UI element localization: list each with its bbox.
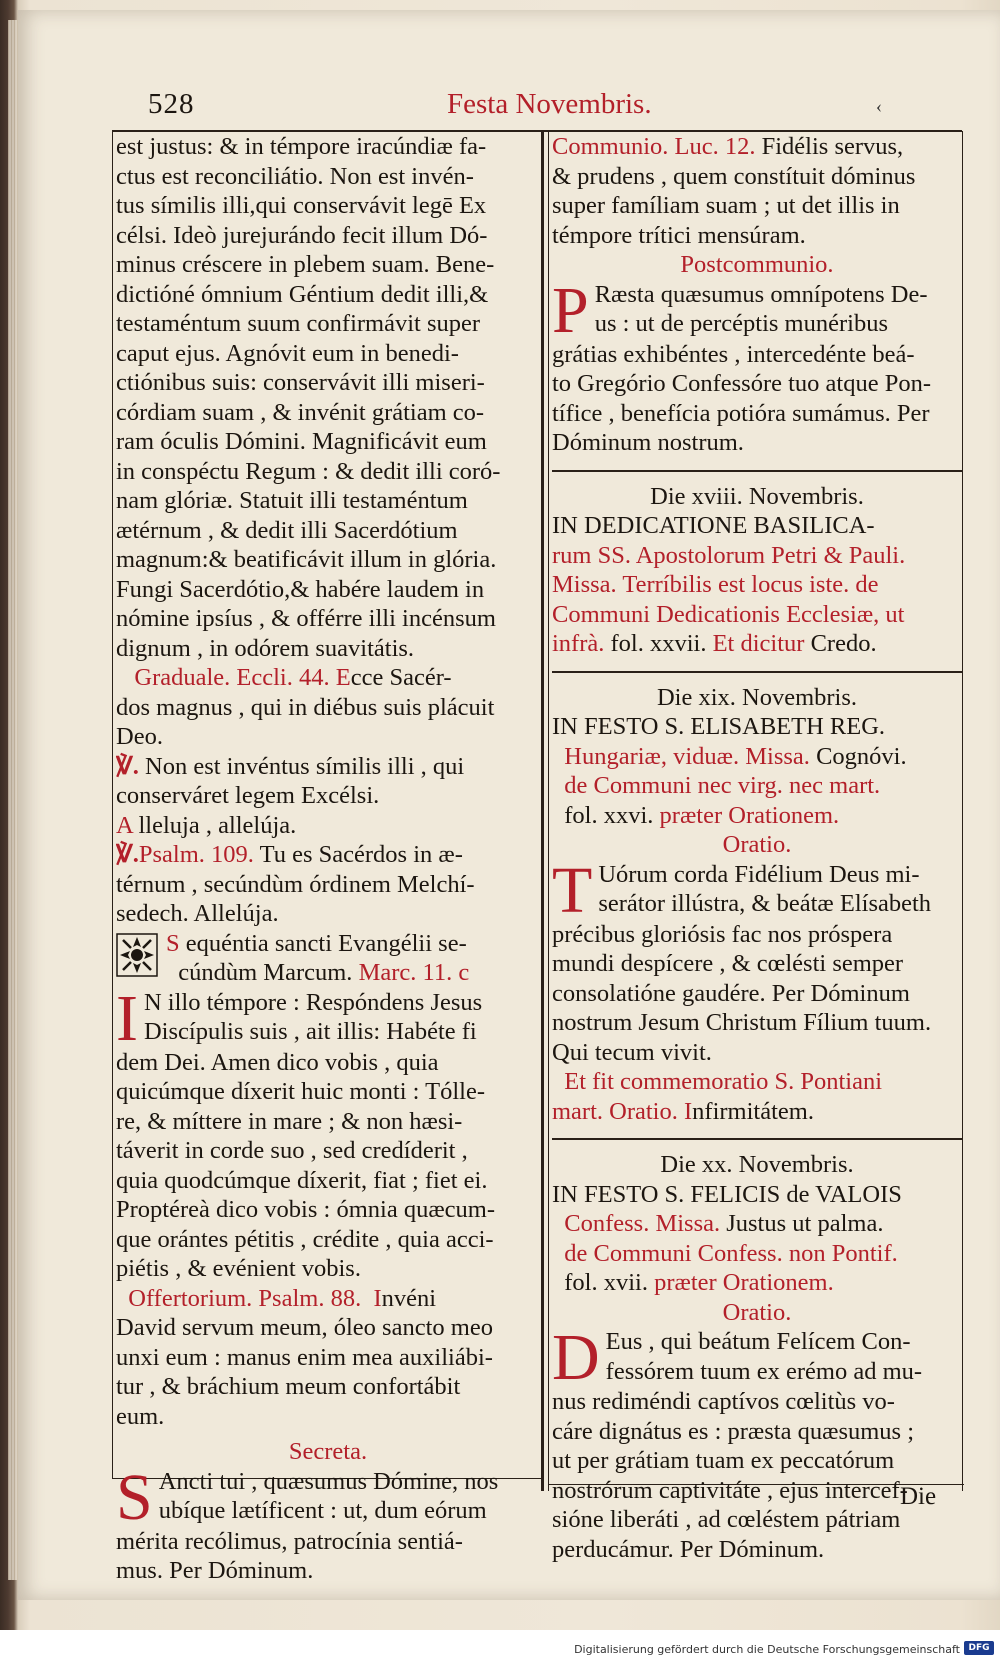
header-mark: ‹ <box>876 96 882 116</box>
text-line: eum. <box>116 1402 165 1430</box>
text-line: Proptéreà dico vobis : ómnia quæcum- <box>116 1196 495 1223</box>
feast-line <box>552 771 962 801</box>
oratio-block <box>552 853 962 1068</box>
graduale-text: cce Sacér- <box>350 664 452 691</box>
text-line: sióne liberáti , ad cœléstem pátriam <box>552 1506 901 1533</box>
feast-line <box>552 742 962 772</box>
communio-line <box>552 132 962 162</box>
feast-line <box>552 570 962 600</box>
text-line: dictióné ómnium Géntium dedit illi,& <box>116 280 489 308</box>
text-line: consolatióne gaudére. Per Dóminum <box>552 979 910 1007</box>
feast-line <box>552 801 962 831</box>
infra-label: infrà. <box>552 630 605 657</box>
commemoration-text: mart. Oratio. <box>552 1097 678 1125</box>
text-line: témpore trítici mensúram. <box>552 221 806 249</box>
fleuron-ornament-icon <box>116 933 158 977</box>
text-line: unxi eum : manus enim mea auxiliábi- <box>116 1343 493 1371</box>
de-label: de <box>855 571 879 598</box>
communio-label: Communio. Luc. 12. <box>552 133 756 160</box>
text-line: nus rediméndi captívos cœlitùs vo- <box>552 1388 895 1415</box>
postcommunio-initial: P <box>552 273 589 347</box>
sequentia-text: equéntia sancti Evangélii se- <box>185 929 467 957</box>
text-line: quicúmque díxerit huic monti : Tólle- <box>116 1078 486 1105</box>
digitization-credit: Digitalisierung gefördert durch die Deutsche Forschungsgemeinschaft <box>574 1643 960 1656</box>
right-column <box>552 132 962 1564</box>
offertorium-line <box>116 1284 540 1314</box>
feast-line <box>552 1268 962 1298</box>
text-line: David servum meum, óleo sancto meo <box>116 1314 493 1341</box>
oratio-heading: Oratio. <box>722 1298 792 1326</box>
text-line: ram óculis Dómini. Magnificávit eum <box>116 428 487 455</box>
sequentia-line <box>166 958 540 988</box>
alleluia-initial: A <box>116 811 133 839</box>
psalm-label: Psalm. 109. <box>138 841 254 868</box>
dicitur-label: Et dicitur <box>712 630 805 657</box>
missa-label: Missa. <box>552 571 617 598</box>
feast-date: Die xix. Novembris. <box>656 683 858 711</box>
text-line: in conspéctu Regum : & dedit illi coró- <box>116 457 501 485</box>
running-title: Festa Novembris. <box>447 88 652 120</box>
text-line: nam glóriæ. Statuit illi testaméntum <box>116 487 468 514</box>
text-line: nostrórum captivitáte , ejus intercef- <box>552 1476 908 1504</box>
text-line: sedech. Allelúja. <box>116 900 279 927</box>
versicle-line <box>116 840 540 870</box>
right-frame-rule <box>962 131 963 1491</box>
graduale-line <box>116 663 540 693</box>
text-line: serátor illústra, & beátæ Elísabeth <box>598 890 932 917</box>
text-line: Dóminum nostrum. <box>552 429 744 456</box>
text-line: dos magnus , qui in diébus suis plácuit <box>116 693 495 721</box>
text-line: Ræsta quæsumus omnípotens De- <box>594 280 928 308</box>
text-line: Eus , qui beátum Felícem Con- <box>605 1328 911 1355</box>
text-line: minus créscere in plebem suam. Bene- <box>116 251 495 278</box>
text-line: célsi. Ideò jurejurándo fecit illum Dó- <box>116 221 488 249</box>
praeter-label: præter Orationem. <box>654 1269 834 1296</box>
text-line: Deo. <box>116 723 163 750</box>
dfg-logo: DFG <box>964 1641 994 1655</box>
text-line: to Gregório Confessóre tuo atque Pon- <box>552 370 931 397</box>
introit-incipit: Cognóvi. <box>816 742 907 770</box>
commemoration-line <box>552 1097 962 1127</box>
text-line: piétis , & evénient vobis. <box>116 1255 361 1282</box>
text-line: tífice , benefícia potióra sumámus. Per <box>552 399 930 427</box>
introit-incipit: Terríbilis est locus iste. <box>622 571 850 598</box>
offertorium-label: Offertorium. Psalm. 88. <box>128 1284 362 1312</box>
sequentia-block <box>116 929 540 988</box>
graduale-initial: E <box>335 664 351 691</box>
text-line: ubíque lætíficent : ut, dum eórum <box>158 1497 487 1524</box>
postcommunio-block <box>552 273 962 458</box>
feast-subtitle: Hungariæ, viduæ. Missa. <box>564 742 810 770</box>
folio-ref: fol. xvii. <box>564 1269 648 1296</box>
text-line: nómine ipsíus , & offérre illi incénsum <box>116 605 496 632</box>
text-line: Fungi Sacerdótio,& habére laudem in <box>116 575 485 603</box>
feast-subtitle: Confess. Missa. <box>564 1210 721 1237</box>
communio-text: Fidélis servus, <box>761 133 904 160</box>
offertorium-text: nvéni <box>381 1284 437 1312</box>
commemoration-initial: I <box>684 1097 693 1125</box>
text-line: est justus: & in témpore iracúndiæ fa- <box>116 133 487 160</box>
common-ref: de Communi nec virg. nec mart. <box>564 772 881 799</box>
text-line: fessórem tuum ex erémo ad mu- <box>605 1357 923 1385</box>
sequentia-text: cúndùm Marcum. <box>178 959 353 986</box>
gospel-initial: I <box>116 981 138 1055</box>
text-line: tus símilis illi,qui conservávit legē Ex <box>116 192 487 219</box>
left-column <box>116 132 540 1586</box>
commemoration-line <box>552 1067 962 1097</box>
gospel-reference: Marc. 11. c <box>358 959 470 986</box>
versicle-text: Tu es Sacérdos in æ- <box>259 841 463 868</box>
oratio-heading: Oratio. <box>722 831 792 858</box>
folio-ref: fol. xxvi. <box>564 801 654 829</box>
column-divider-thin <box>548 131 549 1491</box>
text-line: N illo témpore : Respóndens Jesus <box>143 988 483 1016</box>
feast-date: Die xx. Novembris. <box>660 1151 854 1178</box>
feast-line <box>552 1209 962 1239</box>
offertorium-initial: I <box>373 1284 382 1312</box>
text-line: que orántes pétitis , crédite , quia acci- <box>116 1225 494 1253</box>
oratio-initial: D <box>552 1321 600 1394</box>
postcommunio-heading: Postcommunio. <box>680 251 834 278</box>
praeter-label: præter Orationem. <box>659 801 840 829</box>
text-line: grátias exhibéntes , intercedénte beá- <box>552 340 915 368</box>
oratio-block <box>552 1321 962 1564</box>
secreta-heading: Secreta. <box>288 1438 368 1465</box>
text-line: Ancti tui , quæsumus Dómine, nos <box>158 1467 499 1495</box>
catchword: Die <box>900 1483 937 1510</box>
text-line: us : ut de percéptis munéribus <box>594 310 888 337</box>
graduale-label: Graduale. Eccli. 44. <box>134 664 330 691</box>
versicle-symbol: ℣. <box>116 752 139 780</box>
text-line: quia quodcúmque díxerit, fiat ; fiet ei. <box>116 1166 488 1194</box>
text-line: super famíliam suam ; ut det illis in <box>552 192 900 219</box>
text-line: térnum , secúndùm órdinem Melchí- <box>116 870 475 898</box>
sequentia-line <box>166 929 540 959</box>
text-line: tur , & bráchium meum confortábit <box>116 1373 461 1400</box>
text-line: caput ejus. Agnóvit eum in benedi- <box>116 339 459 367</box>
feast-date: Die xviii. Novembris. <box>650 482 864 510</box>
section-rule <box>552 671 962 673</box>
secreta-initial: S <box>116 1460 153 1534</box>
section-rule <box>552 1138 962 1140</box>
text-line: ctus est reconciliátio. Non est invén- <box>116 162 474 190</box>
text-line: ætérnum , & dedit illi Sacerdótium <box>116 516 458 544</box>
text-line: mérita recólimus, patrocínia sentiá- <box>116 1527 463 1555</box>
text-line: Uórum corda Fidélium Deus mi- <box>598 860 920 888</box>
column-divider <box>541 131 544 1491</box>
page-number: 528 <box>148 88 195 120</box>
text-line: précibus gloriósis fac nos próspera <box>552 920 893 948</box>
folio-ref: fol. xxvii. <box>610 630 707 657</box>
oratio-initial: T <box>552 853 593 927</box>
section-rule <box>552 470 962 472</box>
feast-line <box>552 629 962 659</box>
text-line: magnum:& beatificávit illum in glória. <box>116 546 497 573</box>
feast-title: IN FESTO S. ELISABETH REG. <box>552 713 886 740</box>
versicle-text: Non est invéntus símilis illi , qui <box>145 752 465 780</box>
text-line: Qui tecum vivit. <box>552 1038 712 1066</box>
common-ref: de Communi Confess. non Pontif. <box>564 1239 898 1267</box>
text-line: ut per grátiam tuam ex peccatórum <box>552 1447 895 1474</box>
alleluia-line <box>116 811 540 841</box>
text-line: táverit in corde suo , sed credíderit , <box>116 1137 468 1164</box>
alleluia-text: lleluja , allelúja. <box>138 811 297 839</box>
feast-title-cont: rum SS. Apostolorum Petri & Pauli. <box>552 541 906 569</box>
secreta-block <box>116 1460 540 1586</box>
feast-line <box>552 1239 962 1269</box>
text-line: mundi despícere , & cœlésti semper <box>552 950 904 977</box>
text-line: dignum , in odórem suavitátis. <box>116 634 415 662</box>
gospel-block <box>116 981 540 1284</box>
feast-title: IN DEDICATIONE BASILICA- <box>552 512 875 539</box>
text-line: nostrum Jesum Christum Fílium tuum. <box>552 1009 932 1036</box>
feast-title: IN FESTO S. FELICIS de VALOIS <box>552 1180 902 1208</box>
text-line: conserváret legem Excélsi. <box>116 782 380 809</box>
sequentia-initial: S <box>166 929 180 957</box>
text-line: testaméntum suum confirmávit super <box>116 310 481 337</box>
text-line: cáre dignátus es : præsta quæsumus ; <box>552 1417 915 1445</box>
text-line: perducámur. Per Dóminum. <box>552 1535 825 1563</box>
introit-incipit: Justus ut palma. <box>726 1210 884 1237</box>
feast-line: Communi Dedicationis Ecclesiæ, ut <box>552 600 905 628</box>
commemoration-text: Et fit commemoratio S. Pontiani <box>564 1068 883 1095</box>
text-line: córdiam suam , & invénit grátiam co- <box>116 398 485 426</box>
text-line: re, & míttere in mare ; & non hæsi- <box>116 1107 463 1135</box>
text-line: Discípulis suis , ait illis: Habéte fi <box>143 1018 477 1045</box>
text-line: dem Dei. Amen dico vobis , quia <box>116 1048 439 1076</box>
text-line: & prudens , quem constítuit dóminus <box>552 162 916 190</box>
commemoration-incipit: nfirmitátem. <box>692 1097 814 1125</box>
left-frame-rule <box>112 131 113 1479</box>
text-line: mus. Per Dóminum. <box>116 1557 314 1584</box>
credo-label: Credo. <box>810 630 877 657</box>
text-line: ctiónibus suis: conservávit illi miseri- <box>116 369 485 396</box>
versicle-line <box>116 752 540 782</box>
versicle-symbol: ℣. <box>116 841 139 868</box>
